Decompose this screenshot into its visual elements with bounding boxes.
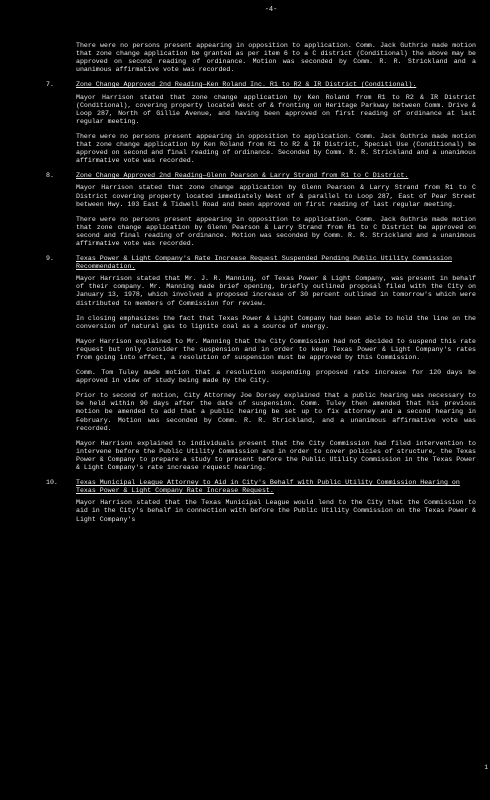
agenda-item <box>46 255 476 271</box>
paragraph: There were no persons present appearing in opposition to application. Comm. Jack Guthrie made motion that zone change application by Glenn Pearson & Larry Strand from R1 to C District be approved on second and final reading of ordinance. Motion was seconded by Comm. R. R. Strickland and a unanimous affirmative vote was recorded. <box>76 215 476 247</box>
paragraph: There were no persons present appearing in opposition to application. Comm. Jack Guthrie made motion that zone change application be granted as per item 6 to a C district (Conditional) the above may be approved on second reading of ordinance. Motion was seconded by Comm. R. R. Strickland and a unanimous affirmative vote was recorded. <box>76 42 476 74</box>
margin-mark: 1 <box>484 764 488 771</box>
agenda-item <box>46 172 476 180</box>
paragraph: There were no persons present appearing in opposition to application. Comm. Jack Guthrie made motion that zone change application by Ken Roland from R1 to R2 & IR District, Special Use (Conditional) be approved on second and final reading of ordinance. Seconded by Comm. R. R. Strickland and a unanimous affirmative vote was recorded. <box>76 132 476 165</box>
document-body <box>46 42 476 524</box>
agenda-item-number: 10. <box>46 479 58 487</box>
agenda-item-number: 8. <box>46 172 54 180</box>
paragraph: Mayor Harrison stated that zone change application by Ken Roland from R1 to R2 & IR District (Conditional), covering property located West of & fronting on Heritage Parkway between Comm. Drive & Loop 287, North of Gillie Avenue, and having been approved on first reading of ordinance at last regular meeting. <box>76 93 476 125</box>
agenda-item <box>46 479 476 495</box>
agenda-item-title: Texas Municipal League Attorney to Aid in City's Behalf with Public Utility Commission Hearing on Texas Power & Light Company Rate Increase Request. <box>76 479 460 495</box>
paragraph: Mayor Harrison stated that zone change application by Glenn Pearson & Larry Strand from R1 to C District covering property located immediately West of & parallel to Loop 287, East of Pear Street between Hwy. 103 East & Tidwell Road and been approved on first reading of last regular meeting. <box>76 184 476 208</box>
paragraph: Mayor Harrison stated that Mr. J. R. Manning, of Texas Power & Light Company, was present in behalf of their company. Mr. Manning made brief opening, briefly outlined proposal filed with the City on January 13, 1978, which involved a proposed increase of 30 percent outlined in tomorrow's which were distributed to members of Commission for review. <box>76 275 476 307</box>
page-number: -4- <box>264 6 278 14</box>
paragraph: Mayor Harrison stated that the Texas Municipal League would lend to the City that the Commission to aid in the City's behalf in connection with before the Public Utility Commission on the Texas Power & Light Company's <box>76 499 476 523</box>
paragraph: Mayor Harrison explained to Mr. Manning that the City Commission had not decided to suspend this rate request but only consider the suspension and in order to keep Texas Power & Light Company's rates from going into effect, a resolution of suspension must be approved by this Commission. <box>76 337 476 361</box>
paragraph: Mayor Harrison explained to individuals present that the City Commission had filed intervention to intervene before the Public Utility Commission and in order to cover policies of structure, the Texas Power & Company to prepare a study to present before the Public Utility Commission in the Texas Power & Light Company's rate increase request hearing. <box>76 439 476 472</box>
agenda-item <box>46 81 476 89</box>
agenda-item-title: Zone Change Approved 2nd Reading—Glenn Pearson & Larry Strand from R1 to C District. <box>76 172 409 180</box>
paragraph: Comm. Tom Tuley made motion that a resolution suspending proposed rate increase for 120 days be approved in view of study being made by the City. <box>76 369 476 385</box>
agenda-item-title: Texas Power & Light Company's Rate Increase Request Suspended Pending Public Utility Commission Recommendation. <box>76 255 452 271</box>
agenda-item-number: 7. <box>46 81 54 89</box>
agenda-item-title: Zone Change Approved 2nd Reading—Ken Roland Inc. R1 to R2 & IR District (Conditional). <box>76 81 417 89</box>
paragraph: Prior to second of motion, City Attorney Joe Dorsey explained that a public hearing was necessary to be held within 90 days after the date of suspension. Comm. Tuley then amended that his previous motion be amended to add that a public hearing be set up to fix attorney and a second hearing in February. Motion was seconded by Comm. R. R. Strickland, and a unanimous affirmative vote was recorded. <box>76 392 476 432</box>
agenda-item-number: 9. <box>46 255 54 263</box>
paragraph: In closing emphasizes the fact that Texas Power & Light Company had been able to hold the line on the conversion of natural gas to lignite coal as a source of energy. <box>76 314 476 330</box>
